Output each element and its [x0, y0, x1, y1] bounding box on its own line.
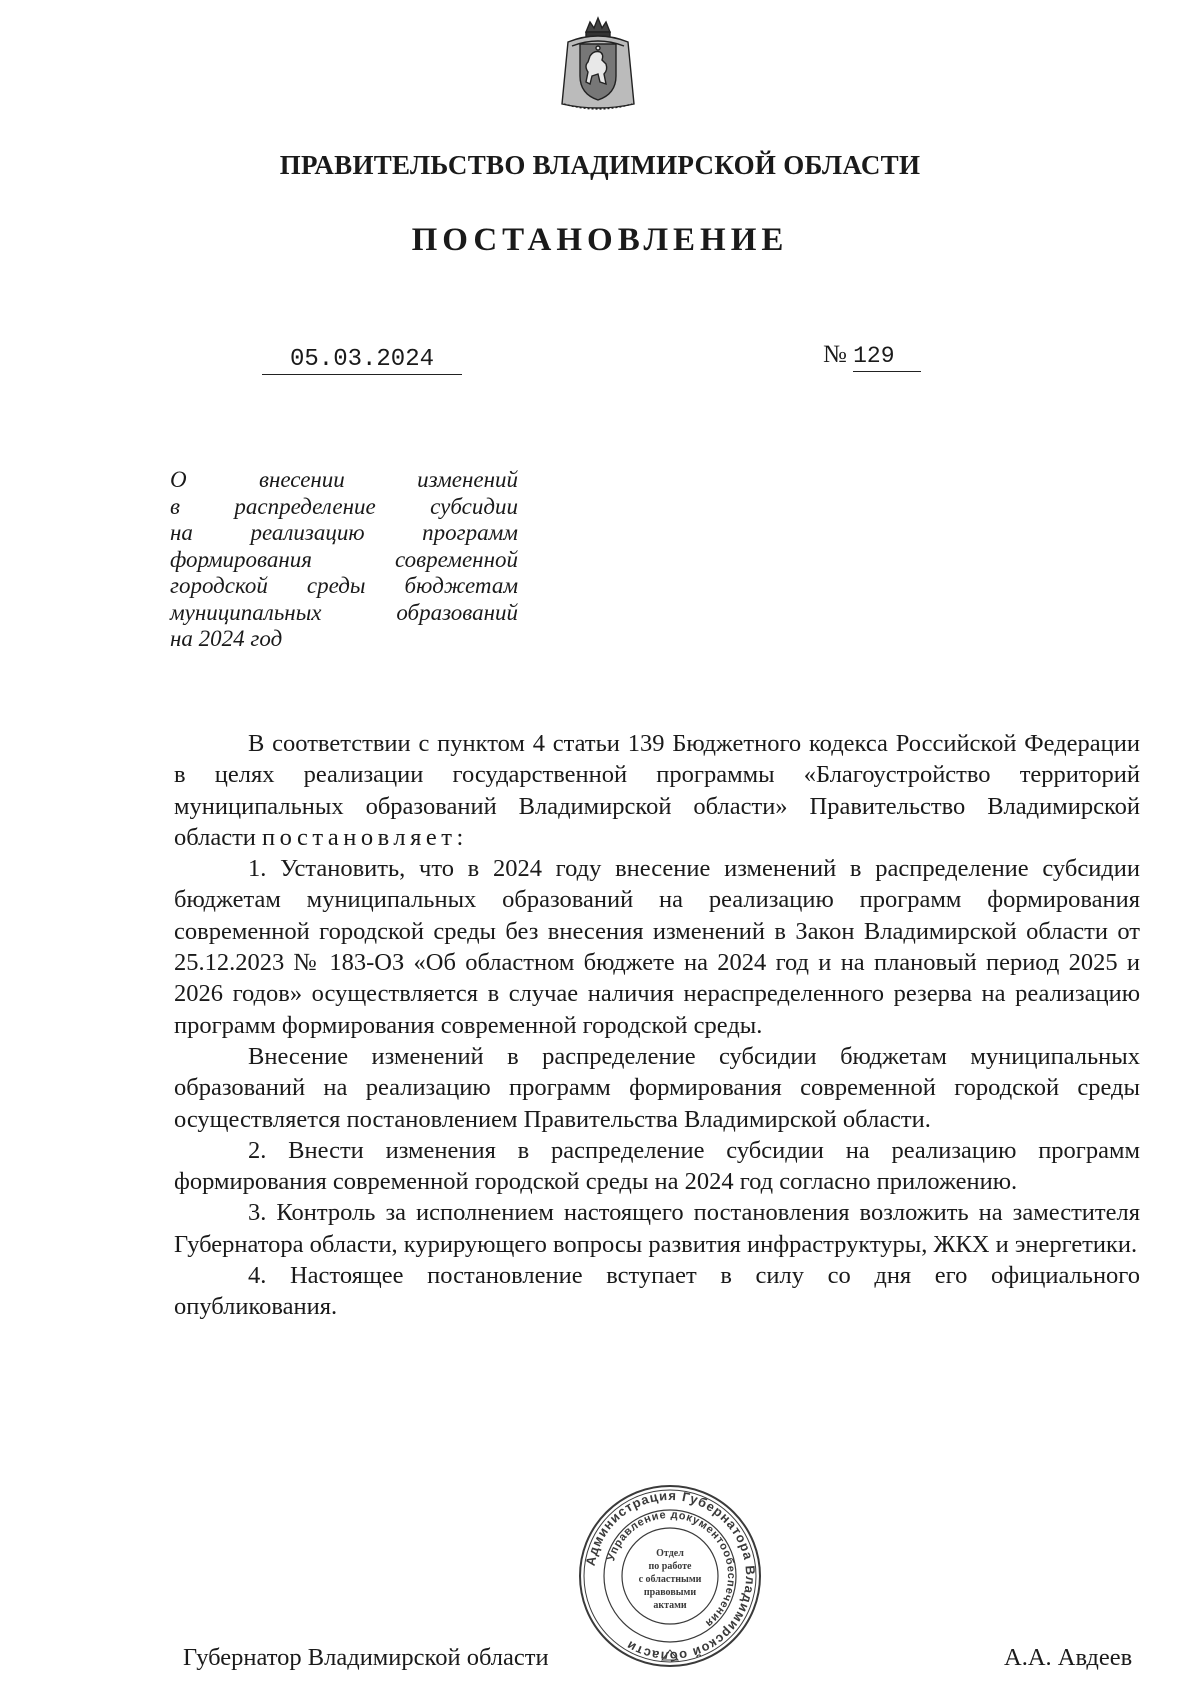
stamp-inner-text: Управление документообеспечения	[605, 1508, 738, 1630]
subject-line: О внесении изменений	[170, 467, 518, 492]
subject-line: городской среды бюджетам	[170, 573, 518, 598]
subject-line: муниципальных образований	[170, 599, 518, 625]
clause-1-continued: Внесение изменений в распределение субсидии бюджетам муниципальных образований на реализацию программ формирования современной городской среды осуществляется постановлением Правительства Владимирской области.	[174, 1042, 1140, 1133]
clause-1: 1. Установить, что в 2024 году внесение изменений в распределение субсидии бюджетам муниципальных образований на реализацию программ формирования современной городской среды без внесения изменений в Закон Владимирской области от 25.12.2023 № 183-ОЗ «Об областном бюджете на 2024 год и на плановый период 2025 и 2026 годов» осуществляется в случае наличия нераспределенного резерва на реализацию программ формирования современной городской среды.	[174, 855, 1140, 1039]
clause-3: 3. Контроль за исполнением настоящего постановления возложить на заместителя Губернатора области, курирующего вопросы развития инфраструктуры, ЖКХ и энергетики.	[174, 1199, 1140, 1258]
stamp-outer-text: Администрация Губернатора Владимирской области	[582, 1487, 759, 1665]
clause-2: 2. Внести изменения в распределение субсидии на реализацию программ формирования современной городской среды на 2024 год согласно приложению.	[174, 1136, 1140, 1196]
subject-line: формирования современной	[170, 546, 518, 572]
number-sign: №	[823, 341, 847, 368]
preamble-verb: постановляет:	[262, 823, 468, 851]
stamp-center-line: с областными	[638, 1574, 702, 1585]
clause-4: 4. Настоящее постановление вступает в силу со дня его официального опубликования.	[174, 1262, 1140, 1321]
subject-line: в распределение субсидии	[170, 493, 518, 519]
stamp-center-line: правовыми	[643, 1587, 697, 1598]
document-body	[174, 728, 1140, 1323]
signatory-name: А.А. Авдеев	[1004, 1644, 1133, 1671]
stamp-center-line: актами	[653, 1600, 687, 1611]
stamp-center-line: по работе	[648, 1561, 692, 1572]
document-number	[823, 340, 921, 372]
document-subject	[170, 467, 518, 653]
signatory-role: Губернатор Владимирской области	[183, 1644, 549, 1671]
coat-of-arms-icon	[546, 12, 650, 116]
official-stamp	[578, 1484, 762, 1668]
preamble-paragraph	[174, 728, 1140, 853]
document-date: 05.03.2024	[262, 346, 462, 375]
organization-title: ПРАВИТЕЛЬСТВО ВЛАДИМИРСКОЙ ОБЛАСТИ	[279, 150, 921, 180]
number-value: 129	[853, 341, 921, 372]
stamp-center-line: Отдел	[656, 1548, 684, 1559]
subject-line: на реализацию программ	[170, 520, 518, 545]
document-type-title: ПОСТАНОВЛЕНИЕ	[411, 222, 789, 258]
subject-line: на 2024 год	[170, 626, 283, 651]
preamble-text: В соответствии с пунктом 4 статьи 139 Бюджетного кодекса Российской Федерации в целях реализации государственной программы «Благоустройство территорий муниципальных образований Владимирской области» Правительство Владимирской области	[174, 730, 1140, 851]
